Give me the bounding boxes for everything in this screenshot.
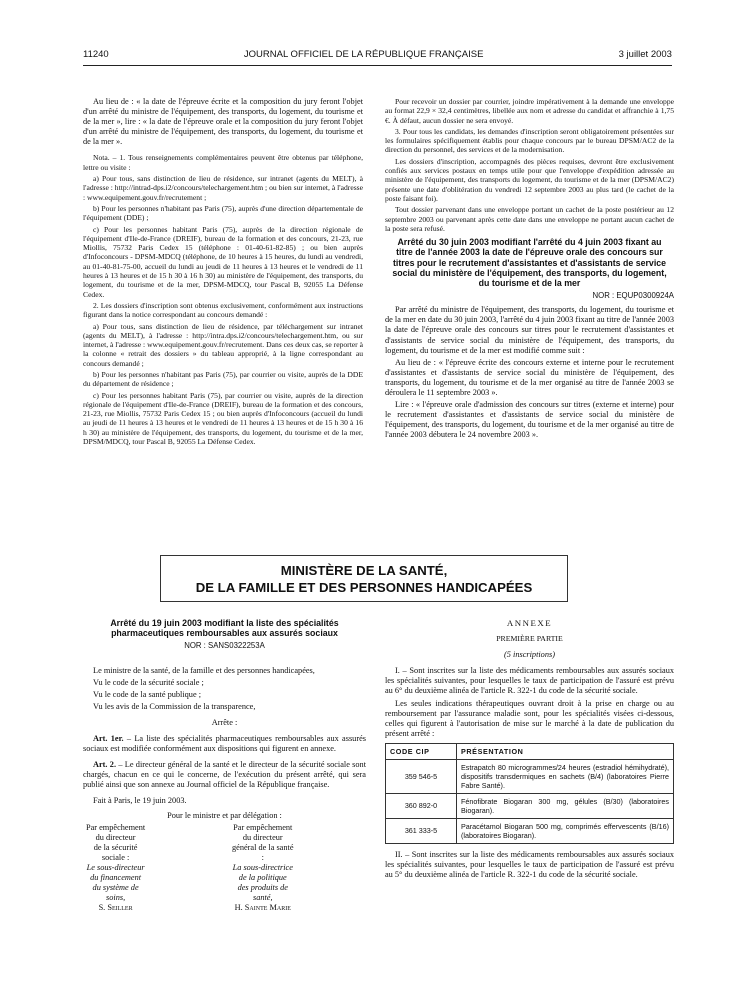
issue-date: 3 juillet 2003	[618, 49, 672, 60]
nota-2a: a) Pour tous, sans distinction de lieu de résidence, par téléchargement sur intranet (agents du MELT), à l'adresse : http://intra.dps.i2/concours/telechargement.htm, ou sur internet, à l'adresse : www.equipement.gouv.fr/recrutement. Dans ces deux cas, se reporter à la colonne « retrait des dossiers » du tableau approprié, à la ligne correspondant au concours demandé ;	[83, 321, 363, 368]
nor-equipement: NOR : EQUP0300924A	[592, 291, 674, 301]
fait-a-paris: Fait à Paris, le 19 juin 2003.	[93, 796, 187, 806]
col-header-code: CODE CIP	[386, 743, 457, 759]
right-column-bottom	[385, 618, 674, 880]
vu-3: Vu les avis de la Commission de la transparence,	[93, 701, 256, 711]
inscription-forms: 3. Pour tous les candidats, les demandes d'inscription seront obligatoirement présentées sur les formulaires spécifiquement établis pour chaque concours par le bureau DPSM/AC2 de la direction du personnel, des services et de la modernisation.	[385, 126, 674, 155]
journal-title: JOURNAL OFFICIEL DE LA RÉPUBLIQUE FRANÇAISE	[243, 49, 484, 60]
nor-sante: NOR : SANS0322253A	[184, 641, 265, 651]
premiere-partie: PREMIÈRE PARTIE	[496, 634, 563, 644]
nota-2: 2. Les dossiers d'inscription sont obtenus exclusivement, conformément aux instructions figurant dans la notice correspondant au concours demandé :	[83, 300, 363, 320]
nota-a: a) Pour tous, sans distinction de lieu de résidence, sur intranet (agents du MELT), à l'adresse : http://intrad-dps.i2/concours/telechargement.htm ; ou bien sur internet, à l'adresse : www.equipement.gouv.fr/recrutement ;	[83, 174, 363, 202]
nota-b: b) Pour les personnes n'habitant pas Paris (75), auprès d'une direction départementale de l'équipement (DDE) ;	[83, 203, 363, 223]
sig-right-line: de la politique	[238, 873, 287, 883]
sig-left-name: S. Seiller	[98, 903, 133, 913]
vu-1: Vu le code de la sécurité sociale ;	[93, 677, 204, 687]
sig-right-name: H. Sainte Marie	[234, 903, 291, 913]
sig-right-line: Par empêchement	[233, 822, 293, 832]
sig-right-line: du directeur général de la santé :	[232, 832, 294, 862]
col-header-presentation: PRÉSENTATION	[457, 743, 674, 759]
table-row	[386, 793, 674, 818]
page-header	[83, 49, 672, 65]
article-2-label: Art. 2.	[93, 760, 117, 770]
signature-right	[230, 823, 366, 914]
arrete-title-sante: Arrêté du 19 juin 2003 modifiant la liste des spécialités pharmaceutiques remboursables aux assurés sociaux	[110, 618, 339, 639]
cip-presentation: Estrapatch 80 microgrammes/24 heures (estradiol hémihydraté), dispositifs transdermiques en sachets (B/4) (laboratoires Pierre Fabre Santé).	[457, 759, 674, 793]
sig-left-line: du financement	[90, 873, 142, 883]
table-row	[386, 818, 674, 843]
table-row	[386, 759, 674, 793]
sig-left-line: de la sécurité sociale :	[93, 842, 138, 862]
page-number: 11240	[83, 49, 109, 60]
article-2-text: – Le directeur général de la santé et le directeur de la sécurité sociale sont chargés, chacun en ce qui le concerne, de l'exécution du présent arrêté, qui sera publié ainsi que son annexe au Journal officiel de la République française.	[83, 760, 366, 790]
sig-left-line: Le sous-directeur	[86, 863, 145, 872]
inscriptions-count: (5 inscriptions)	[504, 650, 555, 660]
delegation: Pour le ministre et par délégation :	[167, 810, 282, 820]
arrete-paragraph-1: Par arrêté du ministre de l'équipement, des transports, du logement, du tourisme et de la mer en date du 30 juin 2003, l'arrêté du 4 juin 2003 fixant au titre de l'année 2003 la date de l'épreuve orale des concours sur titres pour le recrutement d'assistantes et d'assistants de service social du ministère de l'équipement, des transports, du logement, du tourisme et de la mer est modifié comme suit :	[385, 305, 674, 355]
annexe-section-1: I. – Sont inscrites sur la liste des médicaments remboursables aux assurés sociaux les spécialités suivantes, pour lesquelles le taux de participation de l'assuré est prévu au 6° du deuxième alinéa de l'article R. 322-1 du code de la sécurité sociale.	[385, 666, 674, 696]
cip-table	[385, 743, 674, 844]
header-rule	[83, 65, 672, 66]
vu-2: Vu le code de la santé publique ;	[93, 689, 202, 699]
arrete-title-equipement: Arrêté du 30 juin 2003 modifiant l'arrêté du 4 juin 2003 fixant au titre de l'année 2003 la date de l'épreuve orale des concours sur titres pour le recrutement d'assistantes et d'assistants de service social du ministère de l'équipement, des transports, du logement, du tourisme et de la mer	[392, 237, 667, 288]
inscription-envoi: Les dossiers d'inscription, accompagnés des pièces requises, devront être exclusivement confiés aux services postaux en temps utile pour que l'enveloppe d'expédition adressée au ministère de l'équipement, des transports du logement, du tourisme et de la mer (DPSM/AC2) présente une date d'oblitération du vendredi 12 septembre 2003 au plus tard (le cachet de la poste faisant foi).	[385, 156, 674, 203]
nota-intro: Nota. – 1. Tous renseignements complémentaires peuvent être obtenus par téléphone, lettre ou visite :	[83, 153, 363, 172]
signature-left	[83, 823, 219, 914]
dossier-refuse: Tout dossier parvenant dans une enveloppe portant un cachet de la poste postérieur au 12 septembre 2003 ou parvenant après cette date dans une enveloppe ne portant aucun cachet de la poste sera refusé.	[385, 205, 674, 233]
left-column-bottom	[83, 618, 366, 913]
ministry-line-2: DE LA FAMILLE ET DES PERSONNES HANDICAPÉES	[195, 580, 533, 595]
erratum-paragraph: Au lieu de : « la date de l'épreuve écrite et la composition du jury feront l'objet d'un arrêté du ministre de l'équipement, des transports, du logement, du tourisme et de la mer », lire : « la date de l'épreuve orale et la composition du jury feront l'objet d'un arrêté du ministre de l'équipement, des transports, du logement, du tourisme et de la mer ».	[83, 97, 363, 147]
cip-code: 359 546-5	[386, 759, 457, 793]
arrete-au-lieu-de: Au lieu de : « l'épreuve écrite des concours externe et interne pour le recrutement d'assistantes et d'assistants de service social du ministère de l'équipement, des transports, du logement, du tourisme et de la mer organisé au titre de l'année 2003 se déroulera le 11 septembre 2003 ».	[385, 357, 674, 398]
ministry-heading	[160, 555, 568, 602]
nota-c: c) Pour les personnes habitant Paris (75), auprès de la direction régionale de l'équipement d'Ile-de-France (DREIF), bureau de la formation et des concours, 21-23, rue Miollis, 75732 Paris Cedex 15 (téléphone : 01-40-61-82-85) ; ou bien auprès d'Infoconcours - DPSM-MDCQ (téléphone, de 10 heures à 15 heures, du lundi au vendredi, au 01-40-81-75-00, accueil du lundi au jeudi de 11 heures à 13 heures et le vendredi de 11 heures à 13 heures et de 15 h 30 à 16 h 30) au ministère de l'équipement, des transports, du logement, du tourisme et de la mer, DPSM-MDCQ, tour Pascal B, 92055 La Défense Cedex.	[83, 224, 363, 299]
cip-code: 361 333-5	[386, 818, 457, 843]
left-column-top	[83, 97, 363, 446]
annexe-heading: ANNEXE	[506, 618, 553, 628]
sig-left-line: du système de soins,	[92, 883, 139, 903]
sig-right-line: des produits de santé,	[237, 883, 288, 903]
arrete-lire: Lire : « l'épreuve orale d'admission des concours sur titres (externe et interne) pour le recrutement d'assistantes et d'assistants de service social du ministère de l'équipement, des transports, du logement, du tourisme et de la mer organisé au titre de l'année 2003 débutera le 24 novembre 2003 ».	[385, 400, 674, 440]
annexe-section-2: II. – Sont inscrites sur la liste des médicaments remboursables aux assurés sociaux les spécialités suivantes, pour lesquelles le taux de participation de l'assuré est prévu au 5° du deuxième alinéa de l'article R. 322-1 du code de la sécurité sociale.	[385, 849, 674, 880]
nota-2c: c) Pour les personnes habitant Paris (75), par courrier ou visite, auprès de la direction régionale de l'équipement d'Ile-de-France (DREIF), bureau de la formation et des concours, 21-23, rue Miollis, 75732 Paris Cedex 15 ; ou bien auprès d'Infoconcours (accueil du lundi au jeudi de 11 heures à 13 heures et le vendredi de 11 heures à 13 heures et de 15 h 30 à 16 h 30) au ministère de l'équipement, des transports, du logement, du tourisme et de la mer, DPSM/MDCQ, tour Pascal B, 92055 La Défense Cedex.	[83, 390, 363, 447]
annexe-indications: Les seules indications thérapeutiques ouvrant droit à la prise en charge ou au remboursement par l'assurance maladie sont, pour les spécialités visées ci-dessous, celles qui figurent à l'autorisation de mise sur le marché à la date de publication du présent arrêté :	[385, 698, 674, 738]
cip-presentation: Paracétamol Biogaran 500 mg, comprimés effervescents (B/16) (laboratoires Biogaran).	[457, 818, 674, 843]
signatures	[83, 823, 366, 914]
ministry-line-1: MINISTÈRE DE LA SANTÉ,	[280, 563, 448, 578]
nota-2b: b) Pour les personnes n'habitant pas Paris (75), par courrier ou visite, auprès de la DDE du département de résidence ;	[83, 370, 363, 389]
sig-left-line: Par empêchement du directeur	[85, 822, 146, 842]
cip-code: 360 892-0	[386, 793, 457, 818]
sig-right-line: La sous-directrice	[232, 863, 293, 872]
cip-presentation: Fénofibrate Biogaran 300 mg, gélules (B/30) (laboratoires Biogaran).	[457, 793, 674, 818]
dossier-courrier: Pour recevoir un dossier par courrier, joindre impérativement à la demande une enveloppe au format 22,9 × 32,4 centimètres, libellée aux nom et adresse du candidat et affranchie à 1,75 €. À défaut, aucun dossier ne sera envoyé.	[385, 97, 674, 125]
minister-intro: Le ministre de la santé, de la famille et des personnes handicapées,	[93, 665, 315, 675]
article-1-label: Art. 1er.	[93, 733, 124, 743]
right-column-top	[385, 97, 674, 440]
arrete-word: Arrête :	[211, 717, 238, 727]
article-1-text: – La liste des spécialités pharmaceutiques remboursables aux assurés sociaux est modifiée conformément aux dispositions qui figurent en annexe.	[83, 733, 366, 754]
